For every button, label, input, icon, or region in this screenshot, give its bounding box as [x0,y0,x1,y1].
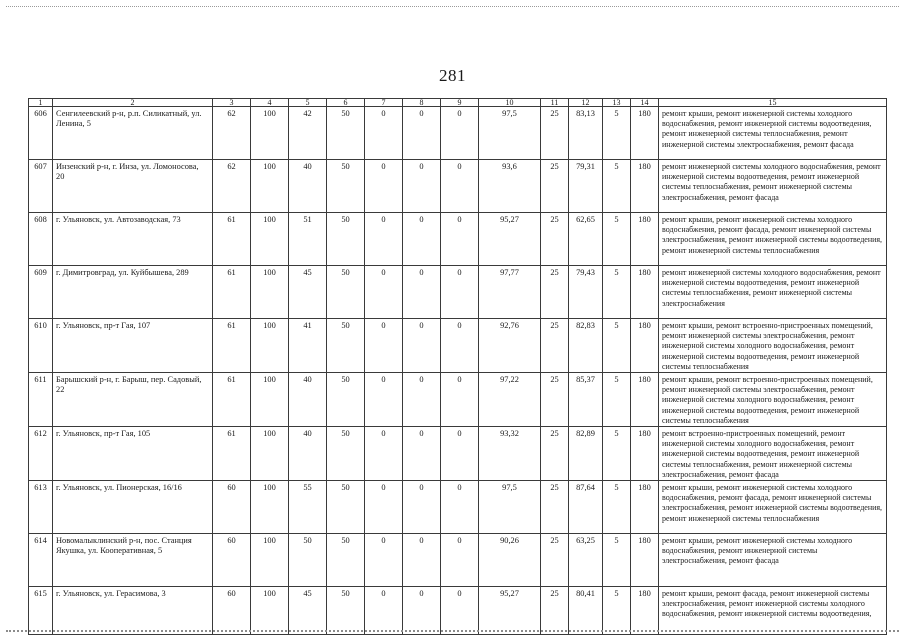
column-header: 3 [213,99,251,107]
col-8-value: 0 [403,427,441,481]
table-row [29,481,887,534]
col-3-value: 61 [213,266,251,319]
col-5-value: 41 [289,319,327,373]
col-3-value: 61 [213,427,251,481]
col-9-value: 0 [441,481,479,534]
col-3-value: 62 [213,107,251,160]
column-header: 11 [541,99,569,107]
col-7-value: 0 [365,534,403,587]
row-number: 615 [29,587,53,635]
col-12-value: 79,31 [569,160,603,213]
table-row [29,266,887,319]
col-14-value: 180 [631,160,659,213]
col-10-value: 93,32 [479,427,541,481]
column-header: 1 [29,99,53,107]
col-11-value: 25 [541,107,569,160]
table-row [29,587,887,635]
col-7-value: 0 [365,266,403,319]
col-5-value: 50 [289,534,327,587]
col-9-value: 0 [441,534,479,587]
works-list: ремонт встроенно-пристроенных помещений, ремонт инженерной системы холодного водоснабжения, ремонт инженерной системы водоотведения, ремонт инженерной системы теплоснабжения, ремонт инженерной системы электроснабжения, ремонт фасада [659,427,887,481]
col-10-value: 90,26 [479,534,541,587]
header-row [29,99,887,107]
col-11-value: 25 [541,266,569,319]
col-9-value: 0 [441,160,479,213]
col-8-value: 0 [403,373,441,427]
works-list: ремонт крыши, ремонт инженерной системы холодного водоснабжения, ремонт инженерной системы электроснабжения, ремонт фасада [659,534,887,587]
col-3-value: 61 [213,319,251,373]
col-14-value: 180 [631,266,659,319]
column-header: 4 [251,99,289,107]
col-11-value: 25 [541,319,569,373]
col-6-value: 50 [327,319,365,373]
col-3-value: 60 [213,534,251,587]
col-6-value: 50 [327,481,365,534]
address: Барышский р-н, г. Барыш, пер. Садовый, 22 [53,373,213,427]
col-5-value: 40 [289,427,327,481]
page-number: 281 [439,66,466,85]
col-13-value: 5 [603,587,631,635]
col-6-value: 50 [327,534,365,587]
col-5-value: 51 [289,213,327,266]
col-6-value: 50 [327,160,365,213]
address: Новомалыклинский р-н, пос. Станция Якушка, ул. Кооперативная, 5 [53,534,213,587]
col-4-value: 100 [251,534,289,587]
col-5-value: 40 [289,160,327,213]
col-6-value: 50 [327,373,365,427]
data-table [28,98,887,635]
col-13-value: 5 [603,213,631,266]
address: Инзенский р-н, г. Инза, ул. Ломоносова, 20 [53,160,213,213]
address: г. Ульяновск, ул. Пионерская, 16/16 [53,481,213,534]
column-header: 12 [569,99,603,107]
col-13-value: 5 [603,481,631,534]
col-8-value: 0 [403,481,441,534]
col-14-value: 180 [631,107,659,160]
row-number: 614 [29,534,53,587]
table-row [29,213,887,266]
col-5-value: 40 [289,373,327,427]
table-row [29,160,887,213]
row-number: 608 [29,213,53,266]
col-9-value: 0 [441,107,479,160]
column-header: 14 [631,99,659,107]
col-4-value: 100 [251,373,289,427]
col-12-value: 80,41 [569,587,603,635]
col-7-value: 0 [365,107,403,160]
col-9-value: 0 [441,373,479,427]
col-14-value: 180 [631,587,659,635]
col-3-value: 61 [213,373,251,427]
col-8-value: 0 [403,213,441,266]
col-14-value: 180 [631,213,659,266]
col-13-value: 5 [603,160,631,213]
column-header: 2 [53,99,213,107]
col-5-value: 55 [289,481,327,534]
works-list: ремонт крыши, ремонт встроенно-пристроенных помещений, ремонт инженерной системы электроснабжения, ремонт инженерной системы холодного водоснабжения, ремонт инженерной системы водоотведения, ремонт инженерной системы теплоснабжения [659,319,887,373]
column-header: 8 [403,99,441,107]
column-header: 10 [479,99,541,107]
col-14-value: 180 [631,373,659,427]
address: г. Ульяновск, пр-т Гая, 105 [53,427,213,481]
works-list: ремонт крыши, ремонт инженерной системы холодного водоснабжения, ремонт фасада, ремонт инженерной системы электроснабжения, ремонт инженерной системы водоотведения, ремонт инженерной системы теплоснабжения [659,213,887,266]
scan-edge-bottom [6,630,899,632]
col-7-value: 0 [365,587,403,635]
address: г. Ульяновск, пр-т Гая, 107 [53,319,213,373]
col-7-value: 0 [365,160,403,213]
row-number: 606 [29,107,53,160]
column-header: 9 [441,99,479,107]
col-7-value: 0 [365,481,403,534]
col-13-value: 5 [603,266,631,319]
col-12-value: 87,64 [569,481,603,534]
column-header: 13 [603,99,631,107]
scan-edge-top [6,6,899,7]
col-8-value: 0 [403,160,441,213]
col-12-value: 83,13 [569,107,603,160]
table-row [29,107,887,160]
col-13-value: 5 [603,373,631,427]
row-number: 609 [29,266,53,319]
col-10-value: 97,5 [479,107,541,160]
col-4-value: 100 [251,427,289,481]
table-row [29,534,887,587]
table-row [29,427,887,481]
col-5-value: 45 [289,587,327,635]
col-10-value: 95,27 [479,213,541,266]
col-14-value: 180 [631,481,659,534]
col-6-value: 50 [327,213,365,266]
works-list: ремонт крыши, ремонт инженерной системы холодного водоснабжения, ремонт фасада, ремонт инженерной системы электроснабжения, ремонт инженерной системы водоотведения, ремонт инженерной системы теплоснабжения [659,481,887,534]
col-13-value: 5 [603,427,631,481]
col-8-value: 0 [403,107,441,160]
col-13-value: 5 [603,319,631,373]
col-3-value: 60 [213,481,251,534]
row-number: 610 [29,319,53,373]
col-10-value: 95,27 [479,587,541,635]
column-header: 6 [327,99,365,107]
column-header: 7 [365,99,403,107]
col-12-value: 63,25 [569,534,603,587]
col-12-value: 82,89 [569,427,603,481]
address: г. Ульяновск, ул. Герасимова, 3 [53,587,213,635]
col-6-value: 50 [327,107,365,160]
col-11-value: 25 [541,213,569,266]
col-4-value: 100 [251,107,289,160]
col-9-value: 0 [441,427,479,481]
col-10-value: 92,76 [479,319,541,373]
col-9-value: 0 [441,319,479,373]
col-4-value: 100 [251,266,289,319]
col-3-value: 62 [213,160,251,213]
col-11-value: 25 [541,534,569,587]
column-header: 5 [289,99,327,107]
col-8-value: 0 [403,534,441,587]
col-11-value: 25 [541,481,569,534]
col-9-value: 0 [441,213,479,266]
address: Сенгилеевский р-н, р.п. Силикатный, ул. Ленина, 5 [53,107,213,160]
col-3-value: 60 [213,587,251,635]
col-10-value: 93,6 [479,160,541,213]
row-number: 612 [29,427,53,481]
col-7-value: 0 [365,213,403,266]
col-4-value: 100 [251,160,289,213]
col-12-value: 62,65 [569,213,603,266]
col-5-value: 45 [289,266,327,319]
row-number: 613 [29,481,53,534]
col-7-value: 0 [365,319,403,373]
address: г. Димитровград, ул. Куйбышева, 289 [53,266,213,319]
col-9-value: 0 [441,587,479,635]
address: г. Ульяновск, ул. Автозаводская, 73 [53,213,213,266]
col-4-value: 100 [251,587,289,635]
col-6-value: 50 [327,266,365,319]
works-list: ремонт крыши, ремонт инженерной системы холодного водоснабжения, ремонт инженерной системы водоотведения, ремонт инженерной системы теплоснабжения, ремонт инженерной системы электроснабжения, ремонт фасада [659,107,887,160]
col-12-value: 85,37 [569,373,603,427]
works-list: ремонт крыши, ремонт фасада, ремонт инженерной системы электроснабжения, ремонт инженерной системы холодного водоснабжения, ремонт инженерной системы водоотведения, [659,587,887,635]
col-4-value: 100 [251,213,289,266]
col-7-value: 0 [365,427,403,481]
col-4-value: 100 [251,319,289,373]
col-4-value: 100 [251,481,289,534]
col-11-value: 25 [541,427,569,481]
col-13-value: 5 [603,534,631,587]
column-header: 15 [659,99,887,107]
col-10-value: 97,22 [479,373,541,427]
col-14-value: 180 [631,427,659,481]
col-8-value: 0 [403,319,441,373]
col-3-value: 61 [213,213,251,266]
col-6-value: 50 [327,587,365,635]
col-10-value: 97,5 [479,481,541,534]
col-8-value: 0 [403,266,441,319]
works-list: ремонт крыши, ремонт встроенно-пристроенных помещений, ремонт инженерной системы электроснабжения, ремонт инженерной системы холодного водоснабжения, ремонт инженерной системы водоотведения, ремонт инженерной системы теплоснабжения [659,373,887,427]
works-list: ремонт инженерной системы холодного водоснабжения, ремонт инженерной системы водоотведения, ремонт инженерной системы теплоснабжения, ремонт инженерной системы электроснабжения [659,266,887,319]
col-10-value: 97,77 [479,266,541,319]
col-14-value: 180 [631,534,659,587]
col-13-value: 5 [603,107,631,160]
col-12-value: 82,83 [569,319,603,373]
col-8-value: 0 [403,587,441,635]
col-14-value: 180 [631,319,659,373]
col-9-value: 0 [441,266,479,319]
col-11-value: 25 [541,587,569,635]
table-row [29,373,887,427]
row-number: 607 [29,160,53,213]
col-11-value: 25 [541,373,569,427]
col-5-value: 42 [289,107,327,160]
row-number: 611 [29,373,53,427]
col-12-value: 79,43 [569,266,603,319]
table-row [29,319,887,373]
col-6-value: 50 [327,427,365,481]
col-7-value: 0 [365,373,403,427]
works-list: ремонт инженерной системы холодного водоснабжения, ремонт инженерной системы водоотведения, ремонт инженерной системы теплоснабжения, ремонт инженерной системы электроснабжения, ремонт фасада [659,160,887,213]
col-11-value: 25 [541,160,569,213]
